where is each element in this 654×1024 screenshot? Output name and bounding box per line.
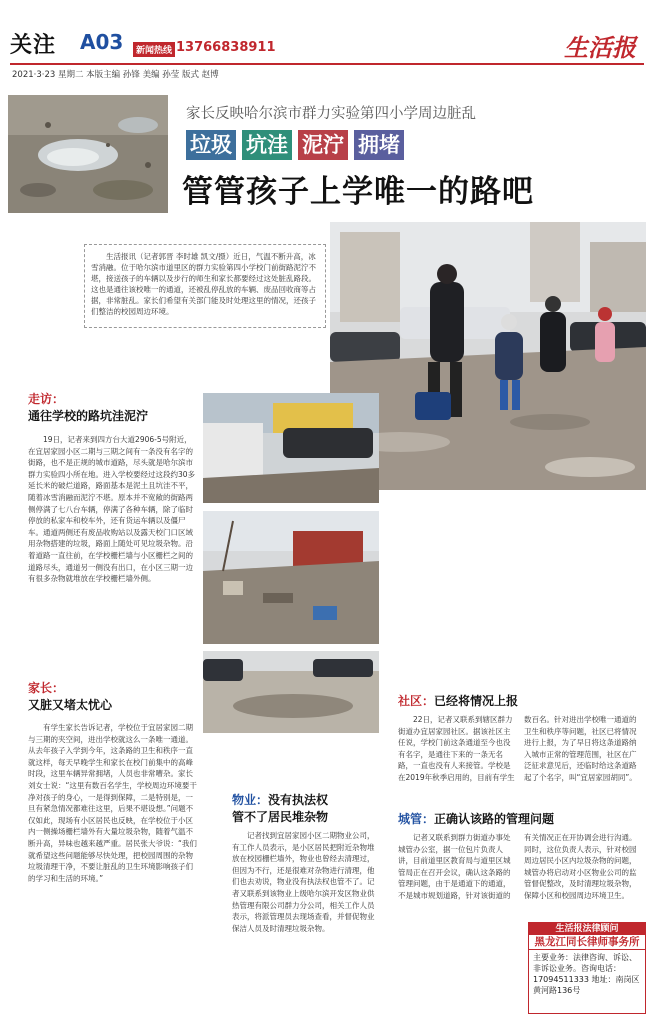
photo-parked-cars bbox=[203, 393, 379, 503]
lead-paragraph: 生活报讯（记者郭晋 李时雄 凯文/摄）近日，气温不断升高，冰雪消融。位于哈尔滨市道里区的群力实验第四小学校门前街路泥泞不堪，接送孩子的车辆以及步行的师生和家长都要经过这处脏乱路段。这也是通往该校唯一的通道，还被乱停乱放的车辆、废品回收商等占据，非常脏乱。家长们希望有关部门能及时处理这里的情况，还孩子们整洁的校园周边环境。 bbox=[84, 244, 326, 328]
issue-meta: 2021·3·23 星期二 本版主编 孙锋 美编 孙莹 版式 赵博 bbox=[12, 70, 219, 80]
pothole-photo bbox=[8, 95, 168, 213]
section5-title: 正确认该路的管理问题 bbox=[434, 812, 555, 826]
section2-body: 有学生家长告诉记者，学校位于宜居家园二期与三期的夹空间，进出学校就这么一条唯一通道。从去年孩子入学到今年，这条路的卫生和秩序一直就这样，每天早晚学生和家长在校门前集中的高峰时段，这里车辆异常拥堵，人员也非常嘈杂。家长刘女士说：“这里有数百名学生，学校周边环境要干净对孩子的身心，一是得到保障，二是特别是，一旦有紧急情况都难往这里，后果不堪设想。”问题不仅如此，现场有小区居民也反映，在学校位于小区内一侧操场栅栏墙外有大量垃圾杂物，随着气温不断升高，异味也越来越严重。居民张大爷说：“我们就希望这些问题能够尽快处理，把校园周围的杂物垃圾清理干净，不要让脏乱的卫生环境影响孩子们的学习和生活的环境。” bbox=[28, 723, 197, 883]
header-rule bbox=[10, 63, 644, 65]
section3-body: 记者找到宜居家园小区二期物业公司，有工作人员表示，是小区居民把附近杂物堆放在校园栅栏墙外，物业也曾经去清理过，但因为不行，还是很难对杂物进行清理，他们也去劝说，物业没有执法权也管不了。记者又联系到该物业上级哈尔滨开发区物业供热管理有限公司群力分公司，相关工作人员表示，将派管理员去现场查看，并督促物业保洁人员及时清理垃圾杂物。 bbox=[232, 831, 375, 933]
section4-title: 已经将情况上报 bbox=[434, 694, 519, 708]
section5-body: 记者又联系到群力街道办事处城管办公室，据一位包片负责人讲，目前道里区教育局与道里区城管局正在召开会议，确认这条路的管理问题，由于是通道下的通道，不是城市规划道路，针对该街道的有关情况正在开协调会进行沟通。同时，这位负责人表示，针对校园周边居民小区内垃圾杂物的问题，城管办将启动对小区物业公司的监管督促整改，及时清理垃圾杂物，保障小区和校园周边环境卫生。 bbox=[398, 833, 637, 900]
section1-body: 19日，记者来到四方台大道2906-5号附近，在宜居家园小区二期与三期之间有一条没有名字的街路，也不是正规的城市道路，尽头就是哈尔滨市群力实验四小所在地。进入学校要经过这段约30多延长米的破烂道路，路面基本是泥土且坑洼不平，随着冰雪消融而泥泞不堪。原本并不宽敞的街路两侧停满了七八台车辆，停满了各种车辆，除了临时停放的私家车和校车外，还有货运车辆以及僵尸车。通道两侧还有废品收购站以及露天校门口区域用杂物搭建的垃圾，路面上随处可见垃圾杂物。沿着道路一直往前，在学校栅栏墙与小区栅栏之间的道路尽头，通道另一侧没有出口，在小区三期一边有很多杂物就堆放在学校栅栏墙外侧。 bbox=[28, 435, 196, 584]
headline: 管管孩子上学唯一的路吧 bbox=[182, 174, 534, 210]
section2-title: 又脏又堵太忧心 bbox=[28, 698, 113, 712]
tag-congestion: 拥堵 bbox=[354, 130, 404, 160]
photo-garbage-pile bbox=[203, 511, 379, 644]
section2-header bbox=[28, 679, 112, 713]
section3-label: 物业： bbox=[232, 793, 269, 807]
ad-header: 生活报法律顾问 bbox=[529, 923, 645, 935]
tag-potholes: 坑洼 bbox=[242, 130, 292, 160]
tag-mud: 泥泞 bbox=[298, 130, 348, 160]
ad-body: 主要业务：法律咨询、诉讼、非诉讼业务。咨询电话：17094511333 地址：南岗区黄河路136号 bbox=[533, 953, 640, 995]
photo-muddy-road bbox=[203, 651, 379, 733]
section2-label: 家长： bbox=[28, 681, 65, 695]
section1-label: 走访： bbox=[28, 392, 65, 406]
ad-firm-name: 黑龙江同长律师事务所 bbox=[529, 935, 645, 950]
headline-tags bbox=[186, 130, 404, 160]
section-name: 关注 bbox=[10, 33, 57, 58]
section5-label: 城管： bbox=[398, 812, 435, 826]
tag-garbage: 垃圾 bbox=[186, 130, 236, 160]
section1-title: 通往学校的路坑洼泥泞 bbox=[28, 409, 149, 423]
section4-header bbox=[398, 690, 518, 709]
article-kicker: 家长反映哈尔滨市群力实验第四小学周边脏乱 bbox=[186, 106, 476, 122]
page-code: A03 bbox=[80, 30, 124, 54]
section3-header bbox=[232, 789, 328, 825]
hotline-number: 13766838911 bbox=[176, 40, 276, 55]
section4-label: 社区： bbox=[398, 694, 435, 708]
newspaper-logo: 生活报 bbox=[564, 33, 636, 62]
section4-body: 22日，记者又联系到辖区群力街道办宜居家园社区。据该社区主任说，学校门前这条通道至今也没有名字，是通往下来的一条无名路，一直也没有人来接管。学校是在2019年秋季启用的，目前有学生数百名。针对进出学校唯一通道的卫生和秩序等问题，社区已将情况进行上报，为了早日将这条道路纳入城市正常的管理范围，社区在广泛征求意见后，还临时给这条道路起了个名字，叫“宜居家园胡同”。 bbox=[398, 715, 637, 782]
section5-header bbox=[398, 808, 554, 827]
section3-title2: 管不了居民堆杂物 bbox=[232, 810, 329, 824]
hotline-tag: 新闻热线 bbox=[133, 42, 175, 57]
section3-title1: 没有执法权 bbox=[268, 793, 329, 807]
section1-header bbox=[28, 390, 148, 424]
law-firm-ad bbox=[528, 922, 646, 1014]
